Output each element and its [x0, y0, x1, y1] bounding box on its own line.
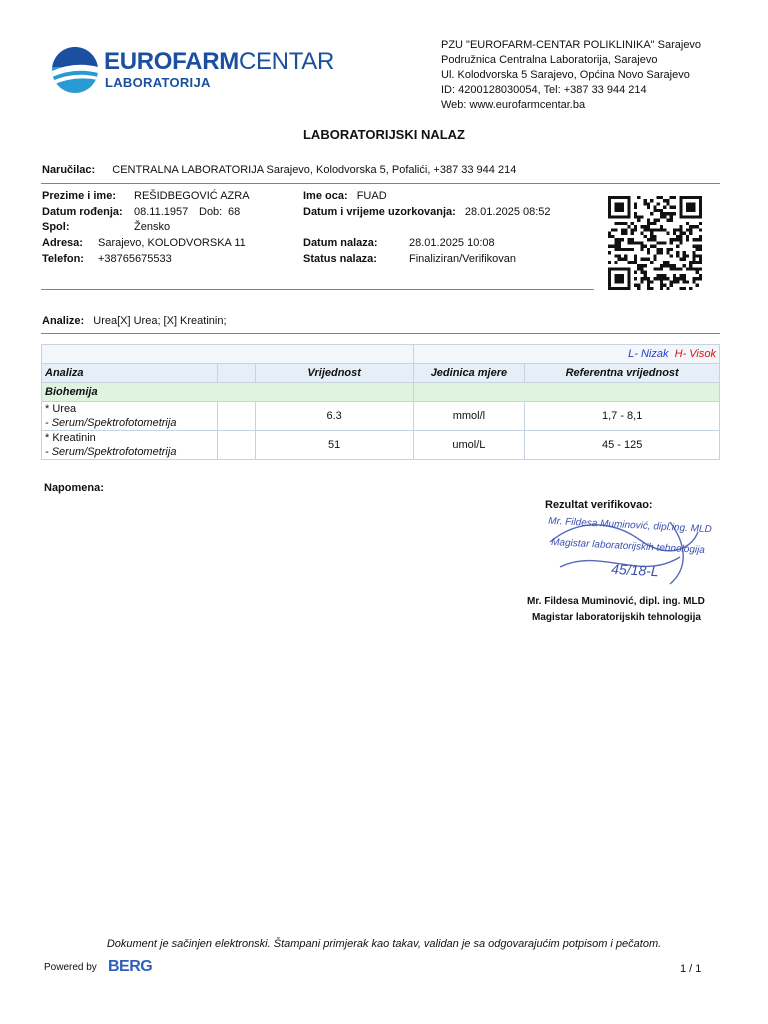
company-line: PZU "EUROFARM-CENTAR POLIKLINIKA" Sarajevo [441, 39, 702, 51]
father-name: FUAD [356, 190, 387, 202]
patient-phone-label: Telefon: [42, 253, 84, 265]
test-name-cell [42, 431, 218, 460]
test-reference: 45 - 125 [525, 431, 720, 460]
test-unit: mmol/l [413, 402, 525, 431]
father-name-label: Ime oca: [303, 190, 348, 202]
status-row [303, 253, 516, 265]
legend-low: L- Nizak [628, 348, 669, 360]
note-label: Napomena: [44, 482, 104, 494]
company-line: ID: 4200128030054, Tel: +387 33 944 214 [441, 84, 647, 96]
patient-name: REŠIDBEGOVIĆ AZRA [134, 190, 250, 202]
logo-subtitle: LABORATORIJA [105, 75, 211, 90]
patient-dob-label: Datum rođenja: [42, 206, 123, 218]
result-date: 28.01.2025 10:08 [409, 237, 495, 249]
signature-stamp [520, 512, 710, 590]
legend-high: H- Visok [674, 348, 716, 360]
group-row [42, 383, 720, 402]
verifier-title: Magistar laboratorijskih tehnologija [532, 612, 701, 623]
test-name: * Kreatinin [45, 432, 96, 444]
sampling-label: Datum i vrijeme uzorkovanja: [303, 206, 456, 218]
company-line: Podružnica Centralna Laboratorija, Sarajevo [441, 54, 658, 66]
patient-dob-row [42, 206, 241, 218]
patient-sex-row [42, 221, 171, 233]
table-row [42, 431, 720, 460]
powered-by-label: Powered by [44, 962, 97, 973]
header-analysis: Analiza [42, 364, 218, 383]
test-name: * Urea [45, 403, 77, 415]
sampling-row [303, 206, 551, 218]
test-name-cell [42, 402, 218, 431]
footer-disclaimer: Dokument je sačinjen elektronski. Štampani primjerak kao takav, validan je sa odgovarajućim potpisom i pečatom. [106, 938, 662, 950]
verifier-name: Mr. Fildesa Muminović, dipl. ing. MLD [527, 596, 705, 607]
analyses-row [42, 315, 227, 327]
divider [41, 289, 594, 290]
status-label: Status nalaza: [303, 253, 377, 265]
patient-age: 68 [228, 206, 241, 218]
stamp-number: 45/18-L [610, 560, 660, 580]
legend-row [42, 345, 720, 364]
stamp-line: Magistar laboratorijskih tehnologija [550, 536, 706, 557]
legend [413, 345, 720, 364]
patient-phone: +38765675533 [98, 253, 172, 265]
patient-name-label: Prezime i ime: [42, 190, 116, 202]
divider [41, 333, 720, 334]
company-website: Web: www.eurofarmcentar.ba [441, 99, 586, 111]
test-value: 51 [255, 431, 413, 460]
patient-address-label: Adresa: [42, 237, 83, 249]
orderer-value: CENTRALNA LABORATORIJA Sarajevo, Kolodvorska 5, Pofalići, +387 33 944 214 [112, 164, 517, 176]
document-title: LABORATORIJSKI NALAZ [302, 127, 466, 142]
patient-sex-label: Spol: [42, 221, 70, 233]
result-date-label: Datum nalaza: [303, 237, 378, 249]
company-line: Ul. Kolodvorska 5 Sarajevo, Općina Novo Sarajevo [441, 69, 690, 81]
test-method: - Serum/Spektrofotometrija [45, 446, 177, 458]
qr-code-icon [607, 196, 703, 290]
test-method: - Serum/Spektrofotometrija [45, 417, 177, 429]
patient-address: Sarajevo, KOLODVORSKA 11 [98, 237, 246, 249]
patient-address-row [42, 237, 246, 249]
results-table [41, 344, 720, 460]
test-value: 6.3 [255, 402, 413, 431]
test-reference: 1,7 - 8,1 [525, 402, 720, 431]
logo-wordmark: EUROFARMCENTAR [104, 48, 335, 75]
test-unit: umol/L [413, 431, 525, 460]
patient-sex: Žensko [134, 221, 171, 233]
patient-phone-row [42, 253, 172, 265]
berg-logo: BERG [108, 958, 153, 975]
page-number: 1 / 1 [680, 963, 702, 975]
divider [41, 183, 720, 184]
orderer-label: Naručilac: [42, 164, 96, 176]
result-date-row [303, 237, 495, 249]
orderer-row [42, 164, 516, 176]
header-unit: Jedinica mjere [413, 364, 525, 383]
verified-by-label: Rezultat verifikovao: [545, 499, 653, 511]
patient-name-row [42, 190, 250, 202]
result-status: Finaliziran/Verifikovan [409, 253, 516, 265]
company-info [441, 38, 701, 113]
eurofarm-logo-icon [52, 47, 98, 93]
table-header [42, 364, 720, 383]
patient-age-label: Dob: [199, 206, 223, 218]
father-name-row [303, 190, 387, 202]
sampling-datetime: 28.01.2025 08:52 [464, 206, 551, 218]
stamp-line: Mr. Fildesa Muminović, dipl.ing. MLD [548, 515, 712, 536]
patient-dob: 08.11.1957 [134, 206, 189, 218]
header-reference: Referentna vrijednost [525, 364, 720, 383]
analyses-label: Analize: [42, 315, 85, 327]
group-name: Biohemija [42, 383, 414, 402]
header-value: Vrijednost [255, 364, 413, 383]
table-row [42, 402, 720, 431]
analyses-value: Urea[X] Urea; [X] Kreatinin; [93, 315, 227, 327]
